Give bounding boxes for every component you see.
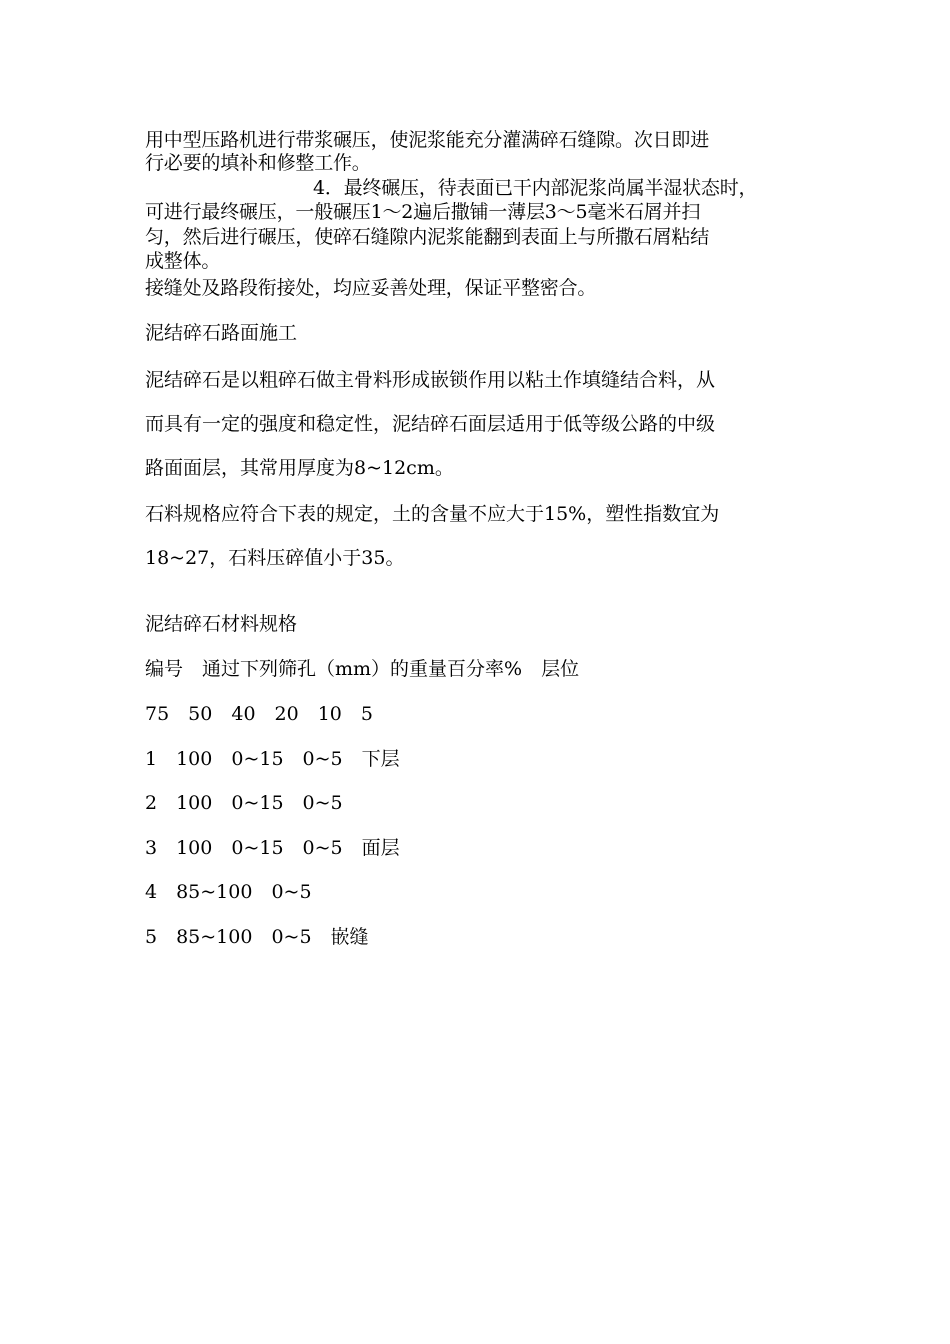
table-row: 4 85~100 0~5	[145, 881, 312, 903]
text-line: 行必要的填补和修整工作。	[145, 152, 371, 174]
table-row: 1 100 0~15 0~5 下层	[145, 748, 400, 770]
paragraph-line: 石料规格应符合下表的规定，土的含量不应大于15%，塑性指数宜为	[145, 503, 720, 525]
section-title: 泥结碎石路面施工	[145, 322, 298, 344]
text-line-indented: 4．最终碾压，待表面已干内部泥浆尚属半湿状态时，	[313, 177, 758, 199]
table-title: 泥结碎石材料规格	[145, 613, 298, 635]
paragraph-line: 而具有一定的强度和稳定性，泥结碎石面层适用于低等级公路的中级	[145, 413, 716, 435]
paragraph-line: 泥结碎石是以粗碎石做主骨料形成嵌锁作用以粘土作填缝结合料，从	[145, 369, 716, 391]
table-sieve-sizes: 75 50 40 20 10 5	[145, 703, 373, 725]
text-line: 匀，然后进行碾压，使碎石缝隙内泥浆能翻到表面上与所撒石屑粘结	[145, 226, 710, 248]
text-line: 接缝处及路段衔接处，均应妥善处理，保证平整密合。	[145, 277, 597, 299]
paragraph-line: 路面面层，其常用厚度为8~12cm。	[145, 457, 454, 479]
text-line: 可进行最终碾压，一般碾压1～2遍后撒铺一薄层3～5毫米石屑并扫	[145, 201, 701, 223]
table-row: 2 100 0~15 0~5	[145, 792, 343, 814]
table-header: 编号 通过下列筛孔（mm）的重量百分率% 层位	[145, 658, 580, 680]
table-row: 3 100 0~15 0~5 面层	[145, 837, 400, 859]
text-line: 用中型压路机进行带浆碾压，使泥浆能充分灌满碎石缝隙。次日即进	[145, 129, 710, 151]
table-row: 5 85~100 0~5 嵌缝	[145, 926, 369, 948]
text-line: 成整体。	[145, 250, 221, 272]
paragraph-line: 18~27，石料压碎值小于35。	[145, 547, 405, 569]
